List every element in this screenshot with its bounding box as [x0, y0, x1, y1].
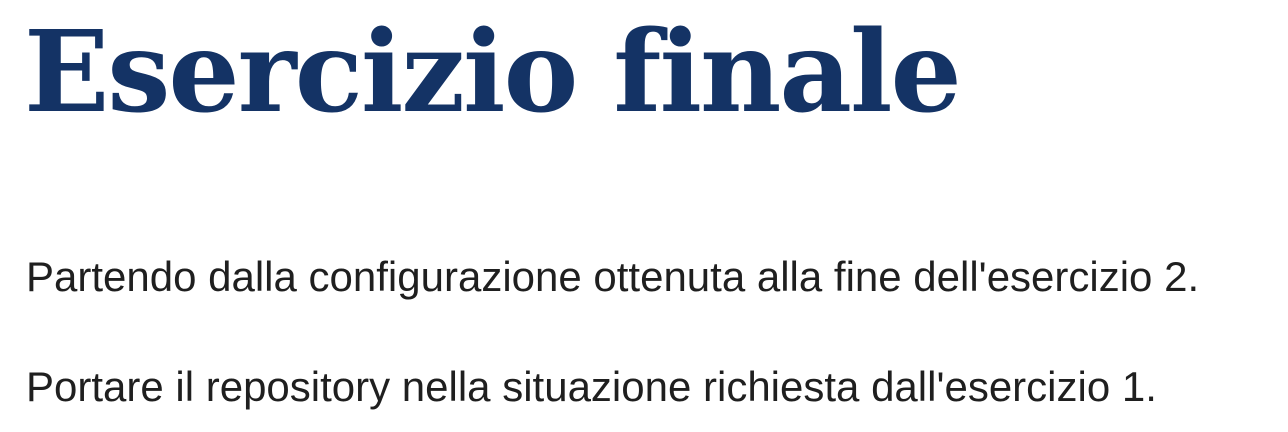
page-title: Esercizio finale — [24, 7, 960, 138]
instruction-paragraph-2: Portare il repository nella situazione richiesta dall'esercizio 1. — [26, 363, 1157, 410]
instruction-paragraph-1: Partendo dalla configurazione ottenuta alla fine dell'esercizio 2. — [26, 253, 1200, 300]
